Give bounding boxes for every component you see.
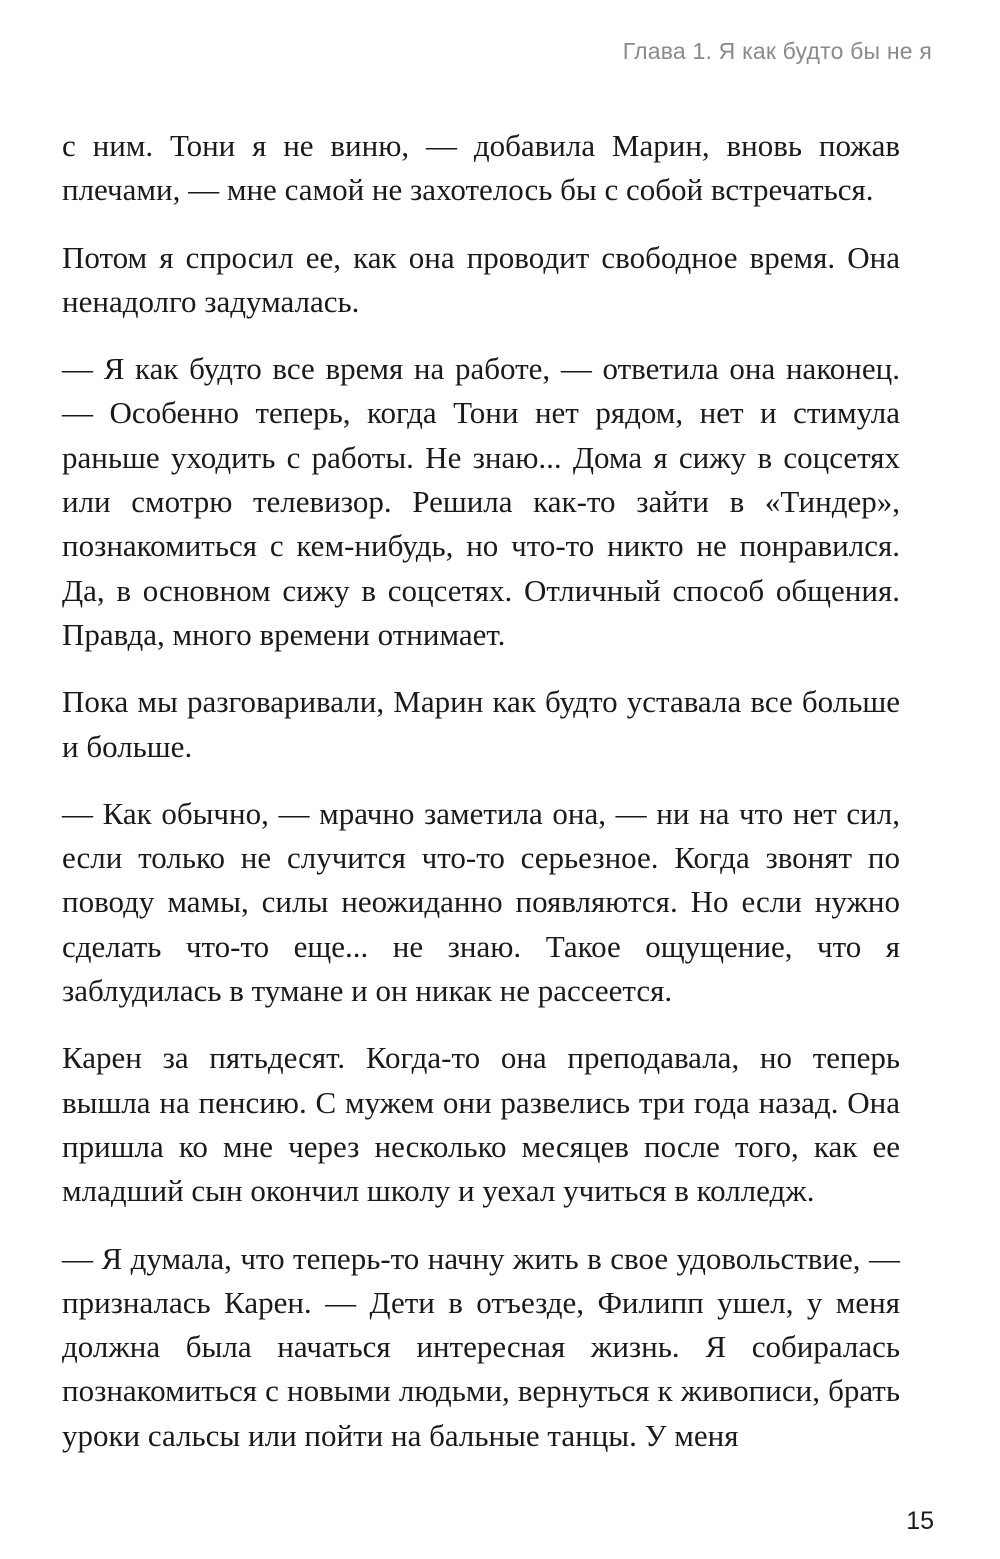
paragraph: с ним. Тони я не виню, — добавила Марин, вновь пожав плечами, — мне самой не захотелось бы с собой встречаться. xyxy=(62,128,900,208)
paragraph: Пока мы разговаривали, Марин как будто уставала все больше и больше. xyxy=(62,684,900,764)
page-number: 15 xyxy=(906,1507,934,1535)
paragraph: Карен за пятьдесят. Когда-то она преподавала, но теперь вышла на пенсию. С мужем они развелись три года назад. Она пришла ко мне через несколько месяцев после того, как ее младший сын окончил школу и уехал учиться в колледж. xyxy=(62,1040,900,1209)
paragraph: — Я думала, что теперь-то начну жить в свое удовольствие, — призналась Карен. — Дети в отъезде, Филипп ушел, у меня должна была начаться интересная жизнь. Я собиралась познакомиться с новыми людьми, вернуться к живописи, брать уроки сальсы или пойти на бальные танцы. У меня xyxy=(62,1240,900,1453)
paragraph: — Как обычно, — мрачно заметила она, — ни на что нет сил, если только не случится что-то серьезное. Когда звонят по поводу мамы, силы неожиданно появляются. Но если нужно сделать что-то еще... не знаю. Такое ощущение, что я заблудилась в тумане и он никак не рассеется. xyxy=(62,795,900,1009)
running-head: Глава 1. Я как будто бы не я xyxy=(622,38,932,64)
text-body xyxy=(62,124,900,1481)
paragraph: Потом я спросил ее, как она проводит свободное время. Она ненадолго задумалась. xyxy=(62,239,900,319)
paragraph: — Я как будто все время на работе, — ответила она наконец. — Особенно теперь, когда Тони нет рядом, нет и стимула раньше уходить с работы. Не знаю... Дома я сижу в соцсетях или смотрю телевизор. Решила как-то зайти в «Тиндер», познакомиться с кем-нибудь, но что-то никто не понравился. Да, в основном сижу в соцсетях. Отличный способ общения. Правда, много времени отнимает. xyxy=(62,351,900,652)
